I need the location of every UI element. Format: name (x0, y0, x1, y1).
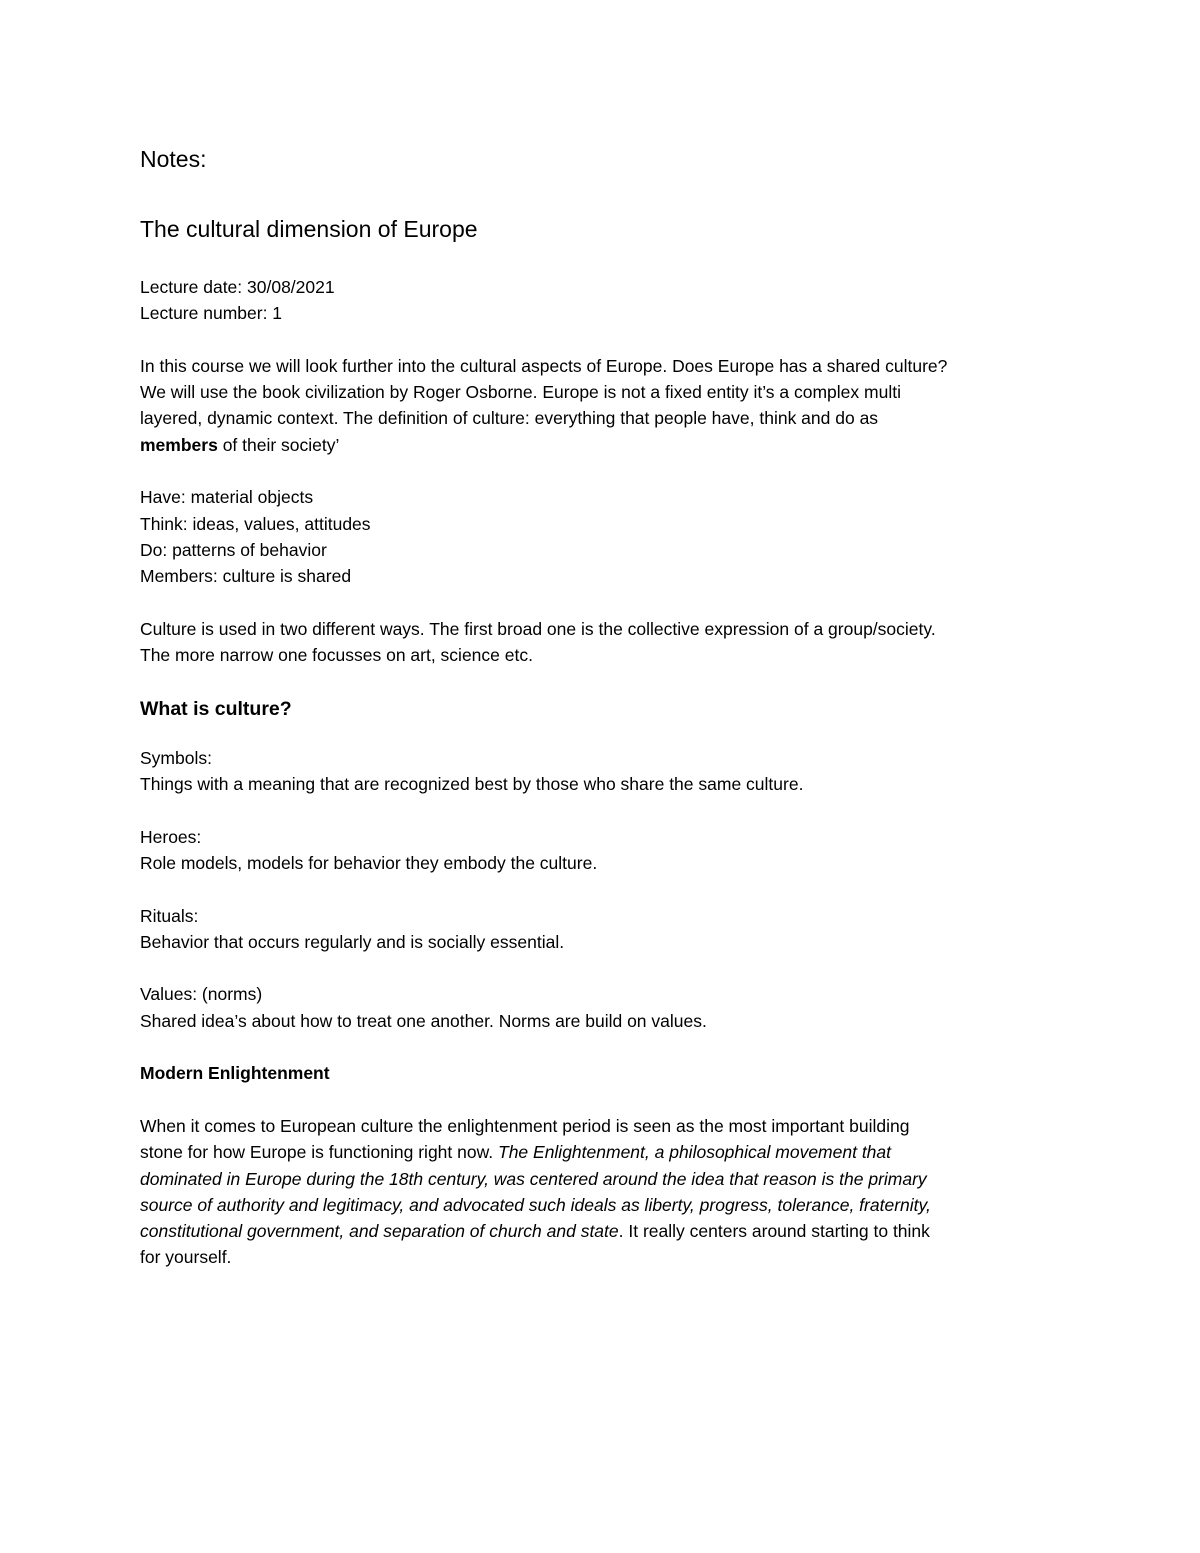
modern-enlightenment-heading: Modern Enlightenment (140, 1063, 330, 1084)
enlightenment-line (140, 1139, 1060, 1165)
enlightenment-plain-text: stone for how Europe is functioning right now. (140, 1142, 498, 1163)
culture-usage-line: The more narrow one focusses on art, science etc. (140, 645, 533, 666)
culture-item (140, 745, 1060, 798)
intro-line: layered, dynamic context. The definition of culture: everything that people have, think and do as (140, 408, 879, 429)
definitions-list (140, 484, 1060, 589)
enlightenment-line (140, 1192, 1060, 1218)
intro-line (140, 432, 1060, 458)
culture-item-text: Behavior that occurs regularly and is socially essential. (140, 931, 565, 952)
enlightenment-plain-text: . It really centers around starting to think (618, 1221, 930, 1242)
intro-paragraph (140, 353, 1060, 458)
enlightenment-line: for yourself. (140, 1247, 232, 1268)
enlightenment-quote-text: The Enlightenment, a philosophical movement that (498, 1142, 892, 1163)
culture-item-text: Things with a meaning that are recognized best by those who share the same culture. (140, 774, 804, 795)
culture-item (140, 903, 1060, 956)
notes-heading: Notes: (140, 146, 207, 172)
enlightenment-line (140, 1218, 1060, 1244)
enlightenment-line (140, 1166, 1060, 1192)
culture-item-text: Role models, models for behavior they embody the culture. (140, 852, 598, 873)
members-bold-text: members (140, 434, 218, 455)
document-title: The cultural dimension of Europe (140, 216, 478, 242)
definition-item: Have: material objects (140, 487, 314, 508)
culture-usage-line: Culture is used in two different ways. The first broad one is the collective expression of a group/society. (140, 618, 936, 639)
enlightenment-line: When it comes to European culture the enlightenment period is seen as the most important building (140, 1115, 910, 1136)
enlightenment-paragraph (140, 1113, 1060, 1271)
culture-item-label: Symbols: (140, 747, 212, 768)
definition-item: Do: patterns of behavior (140, 539, 327, 560)
definition-item: Members: culture is shared (140, 566, 352, 587)
lecture-number: Lecture number: 1 (140, 303, 283, 324)
culture-item (140, 981, 1060, 1034)
culture-usage-paragraph (140, 616, 1060, 669)
enlightenment-quote-text: dominated in Europe during the 18th century, was centered around the idea that reason is the primary (140, 1168, 927, 1189)
lecture-date: Lecture date: 30/08/2021 (140, 277, 335, 297)
intro-line-rest: of their society’ (217, 434, 340, 455)
culture-item (140, 824, 1060, 877)
definition-item: Think: ideas, values, attitudes (140, 513, 371, 534)
what-is-culture-heading: What is culture? (140, 697, 292, 720)
document-body (140, 144, 1060, 1271)
culture-item-label: Rituals: (140, 905, 199, 926)
enlightenment-quote-text: source of authority and legitimacy, and advocated such ideals as liberty, progress, tolerance, fraternity, (140, 1194, 931, 1215)
enlightenment-quote-text: constitutional government, and separation of church and state (140, 1221, 619, 1242)
culture-item-text: Shared idea’s about how to treat one another. Norms are build on values. (140, 1010, 707, 1031)
intro-line: In this course we will look further into the cultural aspects of Europe. Does Europe has a shared culture? (140, 355, 948, 376)
culture-item-label: Heroes: (140, 826, 202, 847)
intro-line: We will use the book civilization by Roger Osborne. Europe is not a fixed entity it’s a complex multi (140, 382, 901, 403)
culture-item-label: Values: (norms) (140, 984, 263, 1005)
